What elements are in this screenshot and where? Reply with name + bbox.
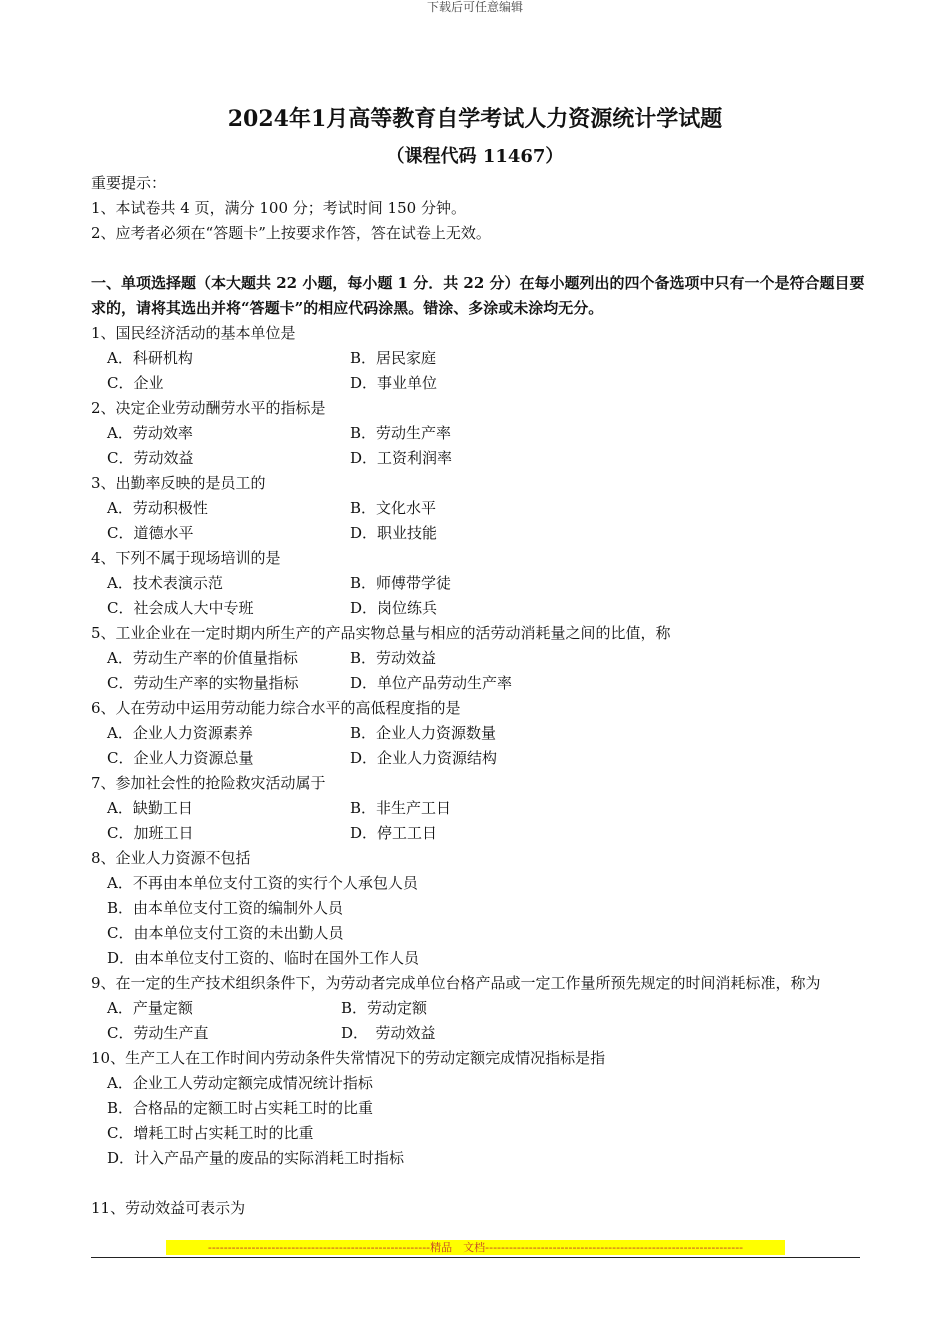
option-b: B．师傅带学徒 — [350, 574, 452, 592]
option-a: A．技术表演示范 — [107, 574, 223, 592]
question-stem: 5、工业企业在一定时期内所生产的产品实物总量与相应的活劳动消耗量之间的比值，称 — [91, 624, 671, 642]
notice-item: 1、本试卷共 4 页，满分 100 分；考试时间 150 分钟。 — [91, 199, 466, 217]
option-d: D．由本单位支付工资的、临时在国外工作人员 — [107, 949, 420, 967]
option-a: A．企业工人劳动定额完成情况统计指标 — [107, 1074, 373, 1092]
option-c: C．企业人力资源总量 — [107, 749, 254, 767]
option-a: A．产量定额 — [107, 999, 193, 1017]
question-stem: 4、下列不属于现场培训的是 — [91, 549, 281, 567]
option-c: C．由本单位支付工资的未出勤人员 — [107, 924, 344, 942]
question-stem: 11、劳动效益可表示为 — [91, 1199, 246, 1217]
option-d: D．计入产品产量的废品的实际消耗工时指标 — [107, 1149, 405, 1167]
option-d: D．单位产品劳动生产率 — [350, 674, 513, 692]
option-d: D．工资利润率 — [350, 449, 453, 467]
footer-divider — [91, 1257, 860, 1258]
option-d: D．岗位练兵 — [350, 599, 438, 617]
page-title: 2024年1月高等教育自学考试人力资源统计学试题 — [227, 106, 723, 132]
option-d: D．企业人力资源结构 — [350, 749, 498, 767]
option-row — [91, 796, 866, 821]
option-b: B．企业人力资源数量 — [350, 724, 497, 742]
question-stem: 7、参加社会性的抢险救灾活动属于 — [91, 774, 326, 792]
question-stem: 9、在一定的生产技术组织条件下，为劳动者完成单位台格产品或一定工作量所预先规定的时间消耗标准，称为 — [91, 974, 821, 992]
notice-label: 重要提示： — [91, 174, 167, 192]
question-stem: 6、人在劳动中运用劳动能力综合水平的高低程度指的是 — [91, 699, 461, 717]
option-row — [91, 346, 866, 371]
question-stem: 10、生产工人在工作时间内劳动条件失常情况下的劳动定额完成情况指标是指 — [91, 1049, 606, 1067]
option-row — [91, 646, 866, 671]
course-code: （课程代码 11467） — [386, 146, 564, 167]
option-b: B．劳动生产率 — [350, 424, 452, 442]
option-row — [91, 996, 866, 1021]
option-a: A．缺勤工日 — [107, 799, 193, 817]
option-d: D． 劳动效益 — [341, 1024, 436, 1042]
option-row — [91, 1021, 866, 1046]
option-a: A．企业人力资源素养 — [107, 724, 253, 742]
section-heading: 一、单项选择题（本大题共 22 小题，每小题 1 分．共 22 分）在每小题列出的四个备选项中只有一个是符合题目要求的，请将其选出并将“答题卡”的相应代码涂黑。错涂、多涂或未涂均无分。 — [91, 274, 865, 317]
option-row — [91, 421, 866, 446]
option-b: B．由本单位支付工资的编制外人员 — [107, 899, 344, 917]
option-b: B．文化水平 — [350, 499, 437, 517]
notice-item: 2、应考者必须在“答题卡”上按要求作答，答在试卷上无效。 — [91, 224, 491, 242]
option-a: A．劳动效率 — [107, 424, 193, 442]
option-c: C．增耗工时占实耗工时的比重 — [107, 1124, 314, 1142]
option-row — [91, 496, 866, 521]
option-a: A．科研机构 — [107, 349, 193, 367]
option-row — [91, 746, 866, 771]
option-a: A．劳动积极性 — [107, 499, 208, 517]
option-row — [91, 671, 866, 696]
question-stem: 1、国民经济活动的基本单位是 — [91, 324, 296, 342]
option-c: C．社会成人大中专班 — [107, 599, 254, 617]
download-note: 下载后可任意编辑 — [426, 0, 523, 14]
option-b: B．非生产工日 — [350, 799, 452, 817]
footer-banner: --------------------------------------------------------精品 文档----------------------------------------------------------------- — [166, 1240, 785, 1255]
exam-content — [91, 171, 866, 1221]
option-a: A．不再由本单位支付工资的实行个人承包人员 — [107, 874, 418, 892]
option-row — [91, 571, 866, 596]
option-c: C．劳动生产率的实物量指标 — [107, 674, 299, 692]
option-b: B．居民家庭 — [350, 349, 437, 367]
option-b: B．劳动效益 — [350, 649, 437, 667]
option-c: C．道德水平 — [107, 524, 194, 542]
option-b: B．合格品的定额工时占实耗工时的比重 — [107, 1099, 374, 1117]
option-row — [91, 521, 866, 546]
option-c: C．劳动效益 — [107, 449, 194, 467]
option-a: A．劳动生产率的价值量指标 — [107, 649, 298, 667]
option-c: C．企业 — [107, 374, 164, 392]
option-d: D．事业单位 — [350, 374, 438, 392]
option-d: D．职业技能 — [350, 524, 438, 542]
option-row — [91, 821, 866, 846]
option-row — [91, 446, 866, 471]
question-stem: 3、出勤率反映的是员工的 — [91, 474, 266, 492]
option-c: C．劳动生产直 — [107, 1024, 209, 1042]
option-d: D．停工工日 — [350, 824, 438, 842]
question-stem: 8、企业人力资源不包括 — [91, 849, 251, 867]
option-b: B．劳动定额 — [341, 999, 428, 1017]
option-row — [91, 596, 866, 621]
option-c: C．加班工日 — [107, 824, 194, 842]
option-row — [91, 371, 866, 396]
question-stem: 2、决定企业劳动酬劳水平的指标是 — [91, 399, 326, 417]
option-row — [91, 721, 866, 746]
